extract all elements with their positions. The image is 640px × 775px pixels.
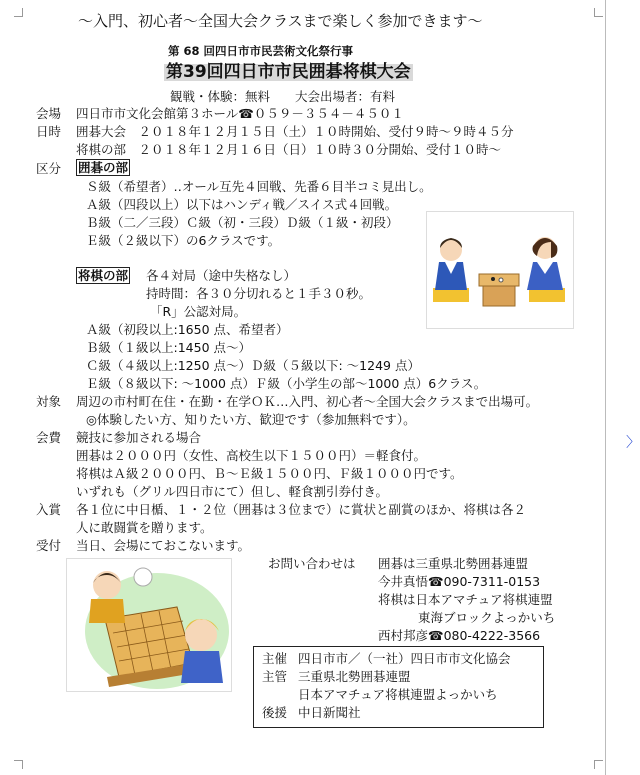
insertion-mark-icon: 〉 xyxy=(626,435,640,451)
fee-summary: 観戦・体験：無料 大会出場者：有料 xyxy=(170,89,396,104)
eligibility-text: 周辺の市村町在住・在勤・在学ＯＫ…入門、初心者〜全国大会クラスまで出場可。 xyxy=(76,394,539,409)
igo-date: 囲碁大会 ２０１８年１２月１５日（土）１０時開始、受付９時〜９時４５分 xyxy=(76,124,514,139)
host-text: 四日市市／（一社）四日市市文化協会 xyxy=(298,651,511,666)
eligibility-note: ◎体験したい方、知りたい方、歓迎です（参加無料です）。 xyxy=(86,412,416,427)
manage-label: 主管 xyxy=(262,669,288,684)
igo-division-header: 囲碁の部 xyxy=(78,160,129,175)
shogi-division-header: 将棋の部 xyxy=(78,268,129,283)
shogi-class-line: Ｅ級（８級以下: 〜1000 点）Ｆ級（小学生の部〜1000 点）6クラス。 xyxy=(86,376,487,391)
contact-shogi-person: 西村邦彦☎080-4222-3566 xyxy=(378,628,541,643)
fee-line: 将棋はＡ級２０００円、Ｂ〜Ｅ級１５００円、Ｆ級１０００円です。 xyxy=(76,466,463,481)
igo-class-line: Ｅ級（２級以下）の6クラスです。 xyxy=(86,233,281,248)
igo-class-line: Ｂ級（二／三段）Ｃ級（初・三段）Ｄ級（１級・初段） xyxy=(86,215,399,230)
prize-label: 入賞 xyxy=(36,502,62,517)
margin-corner-mark xyxy=(594,8,603,17)
shogi-class-line: Ｂ級（１級以上:1450 点〜） xyxy=(86,340,251,355)
page-edge xyxy=(605,0,606,775)
fee-line: 競技に参加される場合 xyxy=(76,430,202,445)
eligibility-label: 対象 xyxy=(36,394,62,409)
slogan: 〜入門、初心者〜全国大会クラスまで楽しく参加できます〜 xyxy=(78,12,483,30)
contact-igo: 囲碁は三重県北勢囲碁連盟 xyxy=(378,556,529,571)
reception-text: 当日、会場にておこないます。 xyxy=(76,538,251,553)
support-text: 中日新聞社 xyxy=(298,705,361,720)
manage-text: 三重県北勢囲碁連盟 xyxy=(298,669,411,684)
shogi-rounds: 各４対局（途中失格なし） xyxy=(146,268,297,283)
igo-class-line: Ｓ級（希望者）‥オール互先４回戦、先番６目半コミ見出し。 xyxy=(86,179,432,194)
go-players-illustration xyxy=(426,211,574,329)
dates-label: 日時 xyxy=(36,124,62,139)
contact-igo-person: 今井真悟☎090-7311-0153 xyxy=(378,574,541,589)
fee-label: 会費 xyxy=(36,430,62,445)
festival-subtitle: 第 68 回四日市市民芸術文化祭行事 xyxy=(168,44,354,58)
contact-heading: お問い合わせは xyxy=(268,556,356,571)
support-label: 後援 xyxy=(262,705,288,720)
manage-text: 日本アマチュア将棋連盟よっかいち xyxy=(298,687,498,702)
shogi-class-line: Ｃ級（４級以上:1250 点〜）Ｄ級（５級以下: 〜1249 点） xyxy=(86,358,420,373)
margin-corner-mark xyxy=(14,8,23,17)
contact-shogi-block: 東海ブロックよっかいち xyxy=(418,610,556,625)
shogi-class-line: Ａ級（初段以上:1650 点、希望者） xyxy=(86,322,289,337)
margin-corner-mark xyxy=(594,760,603,769)
document-page xyxy=(6,0,604,775)
shogi-date: 将棋の部 ２０１８年１２月１６日（日）１０時３０分開始、受付１０時〜 xyxy=(76,142,502,157)
igo-class-line: Ａ級（四段以上）以下はハンディ戦／スイス式４回戦。 xyxy=(86,197,398,212)
fee-line: いずれも（グリル四日市にて）但し、軽食割引券付き。 xyxy=(76,484,389,499)
fee-line: 囲碁は２０００円（女性、高校生以下１５００円）＝軽食付。 xyxy=(76,448,427,463)
event-title: 第39回四日市市民囲碁将棋大会 xyxy=(166,62,411,82)
margin-corner-mark xyxy=(14,760,23,769)
contact-shogi: 将棋は日本アマチュア将棋連盟 xyxy=(378,592,553,607)
shogi-rating-note: 「R」公認対局。 xyxy=(150,304,247,319)
shogi-players-illustration xyxy=(66,558,232,692)
venue-text: 四日市市文化会館第３ホール☎０５９－３５４－４５０１ xyxy=(76,106,404,121)
host-label: 主催 xyxy=(262,651,288,666)
division-label: 区分 xyxy=(36,161,62,176)
reception-label: 受付 xyxy=(36,538,62,553)
shogi-time-limit: 持時間：各３０分切れると１手３０秒。 xyxy=(146,286,372,301)
prize-text: 各１位に中日楯、１・２位（囲碁は３位まで）に賞状と副賞のほか、将棋は各２ xyxy=(76,502,527,517)
prize-text: 人に敢闘賞を贈ります。 xyxy=(76,520,213,535)
venue-label: 会場 xyxy=(36,106,62,121)
